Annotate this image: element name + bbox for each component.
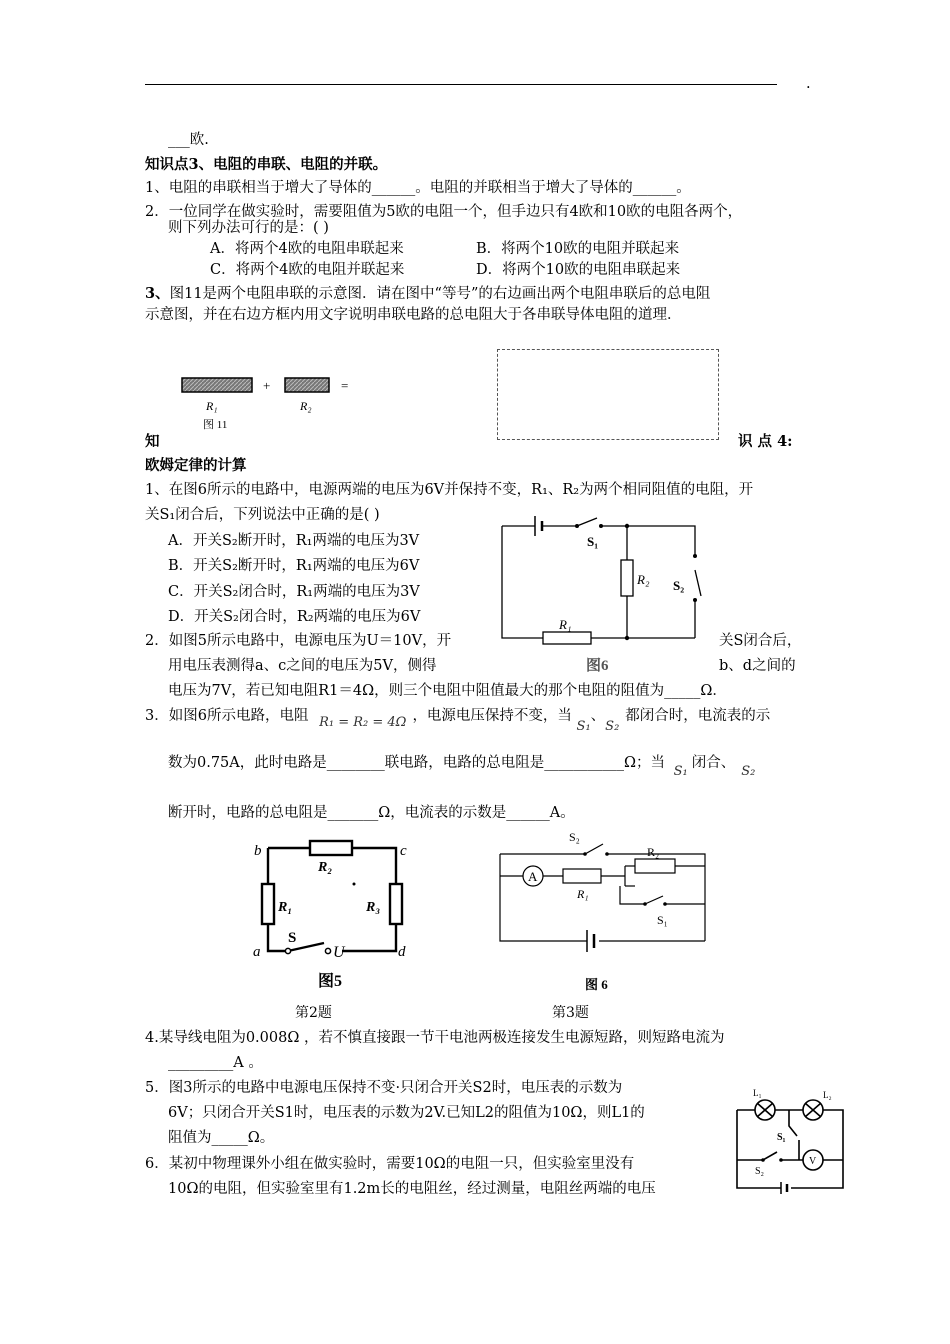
question-4-6: 6．某初中物理课外小组在做实验时，需要10Ω的电阻一只，但实验室里没有 [145, 1156, 635, 1172]
question-4-4-cont: _________A 。 [168, 1055, 263, 1071]
plus-sign: + [263, 378, 271, 393]
label-r1: R₁ [206, 399, 218, 413]
question-4-5-cont: 6V；只闭合开关S1时，电压表的示数为2V.已知L2的阻值为10Ω，则L1的 [168, 1105, 645, 1121]
figure-caption-q2: 第2题 [295, 1005, 332, 1021]
label-r2: R₂ [637, 572, 650, 587]
label-s2: S₂ [673, 578, 685, 593]
question-4-2-end: 电压为7V，若已知电阻R1＝4Ω，则三个电阻中阻值最大的那个电阻的阻值为_____Ω． [168, 683, 727, 699]
question-4-2-right: 关S闭合后， [719, 633, 802, 649]
question-4-4: 4.某导线电阻为0.008Ω ，若不慎直接跟一节干电池两极连接发生电源短路，则短路电流为 [145, 1030, 725, 1046]
label-s2: S₂ [569, 830, 580, 844]
label-s1: S₁ [777, 1132, 786, 1143]
node-d: d [398, 944, 406, 960]
section-heading-kp4-title: 欧姆定律的计算 [145, 457, 247, 474]
text-line: ___欧. [168, 132, 209, 148]
figure-5-circuit [248, 836, 428, 994]
question-4-6-cont: 10Ω的电阻，但实验室里有1.2m长的电阻丝，经过测量，电阻丝两端的电压 [168, 1181, 656, 1197]
option-C: C．将两个4欧的电阻并联起来 [210, 262, 405, 278]
ammeter-symbol: A [528, 869, 538, 884]
option-B: B．将两个10欧的电阻并联起来 [476, 241, 680, 257]
equals-sign: = [341, 378, 349, 393]
question-4-3-end: 断开时，电路的总电阻是_______Ω，电流表的示数是______A。 [168, 805, 575, 821]
symbol-s1: S₁ [576, 719, 591, 734]
label-r1: R₁ [559, 617, 572, 632]
node-a: a [253, 944, 261, 960]
figure-caption: 图 6 [585, 977, 608, 992]
question-number: 3、 [145, 285, 170, 302]
formula: R₁ = R₂ = 4Ω [319, 715, 407, 730]
label-l2: L₂ [823, 1090, 832, 1100]
label-r3: R₃ [366, 900, 381, 915]
question-4-3: 3．如图6所示电路，电阻 [145, 708, 309, 724]
section-heading-kp4-right: 识 点 4: [738, 433, 793, 450]
resistor-bar-r2 [285, 378, 329, 392]
figure-6-circuit [497, 512, 727, 677]
label-l1: L₁ [753, 1088, 762, 1098]
question-4-3-part: ，电源电压保持不变，当 [412, 708, 572, 724]
question-4-1: 1、在图6所示的电路中，电源两端的电压为6V并保持不变，R₁、R₂为两个相同阻值的电阻，开 [145, 482, 754, 498]
node-c: c [400, 843, 407, 859]
question-4-5: 5．图3所示的电路中电源电压保持不变·只闭合开关S2时，电压表的示数为 [145, 1080, 623, 1096]
question-4-2-cont: 用电压表测得a、c之间的电压为5V，侧得 [168, 658, 437, 674]
answer-box [497, 349, 719, 440]
figure-caption: 图 11 [203, 419, 228, 431]
question-4-2: 2．如图5所示电路中，电源电压为U＝10V，开 [145, 633, 452, 649]
question-3-2-cont: 则下列办法可行的是：( ) [168, 220, 329, 236]
question-3-1: 1、电阻的串联相当于增大了导体的______。电阻的并联相当于增大了导体的______。 [145, 180, 691, 196]
label-r2: R₂ [300, 399, 312, 413]
node-b: b [254, 843, 262, 859]
option-D: D．开关S₂闭合时，R₂两端的电压为6V [168, 609, 421, 625]
label-r1: R₁ [278, 900, 293, 915]
label-r2: R₂ [318, 860, 333, 875]
label-s2: S₂ [755, 1166, 765, 1177]
option-A: A．开关S₂断开时，R₁两端的电压为3V [168, 533, 420, 549]
figure-caption: 图6 [586, 658, 609, 674]
symbol-s1: S₁ [673, 764, 688, 779]
section-heading-kp3: 知识点3、电阻的串联、电阻的并联。 [145, 156, 388, 173]
figure-caption-q3: 第3题 [552, 1005, 589, 1021]
symbol-s2: S₂ [605, 719, 620, 734]
option-C: C．开关S₂闭合时，R₁两端的电压为3V [168, 584, 420, 600]
section-heading-kp4-left: 知 [145, 433, 160, 450]
figure-caption: 图5 [318, 973, 343, 990]
label-r2: R₂ [647, 845, 660, 859]
question-4-2-cont-right: b、d之间的 [719, 658, 796, 674]
header-rule [145, 84, 777, 85]
figure-11 [170, 370, 360, 432]
figure-3-circuit [733, 1088, 851, 1200]
label-s: S [288, 930, 297, 946]
separator: 、 [590, 708, 606, 724]
question-4-5-end: 阻值为_____Ω。 [168, 1130, 275, 1146]
label-u: U [333, 944, 345, 961]
question-4-3-cont: 数为0.75A，此时电路是________联电路，电路的总电阻是___________Ω；当 [168, 755, 666, 771]
resistor-bar-r1 [182, 378, 252, 392]
question-4-3-part: 都闭合时，电流表的示 [625, 708, 771, 724]
question-3-3-cont: 示意图，并在右边方框内用文字说明串联电路的总电阻大于各串联导体电阻的道理． [145, 307, 682, 323]
label-s1: S₁ [657, 913, 668, 927]
figure-6-circuit-ammeter [495, 826, 720, 996]
label-s1: S₁ [587, 534, 599, 549]
question-4-1-cont: 关S₁闭合后，下列说法中正确的是( ) [145, 507, 380, 523]
question-3-2: 2．一位同学在做实验时，需要阻值为5欧的电阻一个，但手边只有4欧和10欧的电阻各两个， [145, 204, 743, 220]
voltmeter-symbol: V [809, 1156, 817, 1167]
header-dot: . [806, 76, 811, 92]
symbol-s2: S₂ [741, 764, 756, 779]
question-3-3: 图11是两个电阻串联的示意图．请在图中“等号”的右边画出两个电阻串联后的总电阻 [169, 286, 711, 302]
option-D: D．将两个10欧的电阻串联起来 [476, 262, 681, 278]
option-B: B．开关S₂断开时，R₁两端的电压为6V [168, 558, 420, 574]
option-A: A．将两个4欧的电阻串联起来 [210, 241, 404, 257]
label-r1: R₁ [577, 887, 589, 901]
question-4-3-part: 闭合、 [691, 755, 736, 771]
